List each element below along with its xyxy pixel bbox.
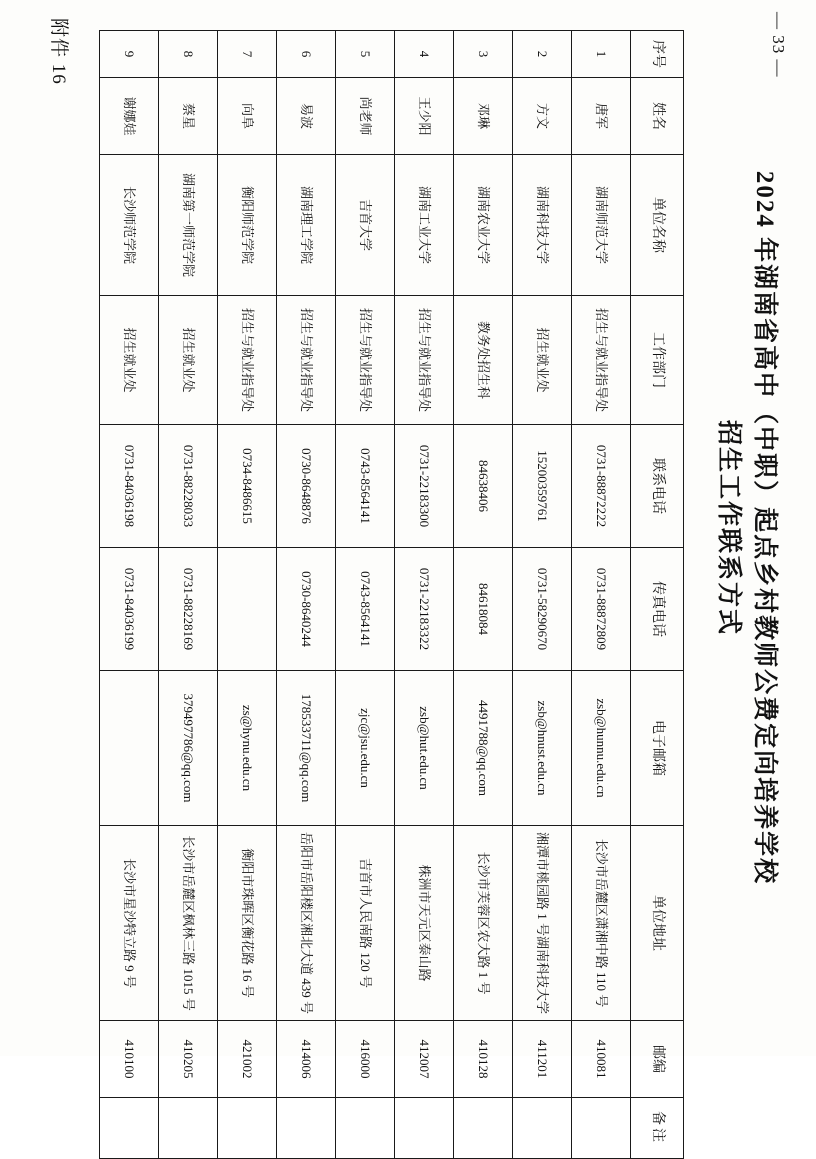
table-row xyxy=(277,31,336,1159)
cell-email: 4491788@qq.com xyxy=(454,671,513,826)
table-row xyxy=(454,31,513,1159)
cell-address: 长沙市岳麓区潇湘中路 110 号 xyxy=(572,826,631,1021)
cell-fax: 0731-88228169 xyxy=(159,548,218,671)
cell-fax: 84618084 xyxy=(454,548,513,671)
cell-tel: 0731-88872222 xyxy=(572,425,631,548)
table-body xyxy=(100,31,631,1159)
table-row xyxy=(572,31,631,1159)
cell-zip: 410205 xyxy=(159,1021,218,1098)
table-row xyxy=(159,31,218,1159)
cell-name: 邓琳 xyxy=(454,78,513,155)
header-zip: 邮编 xyxy=(631,1021,684,1098)
cell-unit: 湖南师范大学 xyxy=(572,155,631,296)
cell-name: 王少阳 xyxy=(395,78,454,155)
cell-seq: 8 xyxy=(159,31,218,78)
page-title-line1: 2024 年湖南省高中（中职）起点乡村教师公费定向培养学校 xyxy=(751,170,778,886)
cell-address: 岳阳市岳阳楼区湘北大道 439 号 xyxy=(277,826,336,1021)
cell-address: 长沙市星沙特立路 9 号 xyxy=(100,826,159,1021)
cell-unit: 湖南农业大学 xyxy=(454,155,513,296)
cell-name: 唐军 xyxy=(572,78,631,155)
cell-note xyxy=(159,1098,218,1159)
cell-dept: 招生就业处 xyxy=(513,296,572,425)
cell-unit: 湖南科技大学 xyxy=(513,155,572,296)
cell-note xyxy=(513,1098,572,1159)
cell-seq: 3 xyxy=(454,31,513,78)
cell-unit: 衡阳师范学院 xyxy=(218,155,277,296)
cell-email: zjc@jsu.edu.cn xyxy=(336,671,395,826)
table-header-row xyxy=(631,31,684,1159)
cell-address: 株洲市天元区泰山路 xyxy=(395,826,454,1021)
cell-tel: 0743-8564141 xyxy=(336,425,395,548)
cell-zip: 421002 xyxy=(218,1021,277,1098)
cell-zip: 412007 xyxy=(395,1021,454,1098)
cell-tel: 0731-84036198 xyxy=(100,425,159,548)
cell-fax: 0731-22183322 xyxy=(395,548,454,671)
table-row xyxy=(513,31,572,1159)
cell-address: 湘潭市桃园路 1 号湖南科技大学 xyxy=(513,826,572,1021)
header-note: 备注 xyxy=(631,1098,684,1159)
cell-dept: 招生就业处 xyxy=(100,296,159,425)
cell-tel: 15200359761 xyxy=(513,425,572,548)
cell-zip: 410100 xyxy=(100,1021,159,1098)
cell-zip: 411201 xyxy=(513,1021,572,1098)
cell-dept: 招生与就业指导处 xyxy=(395,296,454,425)
cell-seq: 2 xyxy=(513,31,572,78)
header-email: 电子邮箱 xyxy=(631,671,684,826)
cell-address: 衡阳市珠晖区衡花路 16 号 xyxy=(218,826,277,1021)
cell-tel: 0731-22183300 xyxy=(395,425,454,548)
cell-unit: 湖南第一师范学院 xyxy=(159,155,218,296)
cell-unit: 长沙师范学院 xyxy=(100,155,159,296)
cell-tel: 0734-8486615 xyxy=(218,425,277,548)
cell-seq: 4 xyxy=(395,31,454,78)
cell-address: 吉首市人民南路 120 号 xyxy=(336,826,395,1021)
cell-unit: 湖南工业大学 xyxy=(395,155,454,296)
cell-fax: 0731-88872809 xyxy=(572,548,631,671)
page-number: — 33 — xyxy=(769,12,788,78)
page-title-line2: 招生工作联系方式 xyxy=(714,419,742,636)
cell-zip: 416000 xyxy=(336,1021,395,1098)
cell-dept: 教务处招生科 xyxy=(454,296,513,425)
cell-name: 方文 xyxy=(513,78,572,155)
cell-dept: 招生与就业指导处 xyxy=(277,296,336,425)
cell-note xyxy=(277,1098,336,1159)
cell-unit: 湖南理工学院 xyxy=(277,155,336,296)
header-fax: 传真电话 xyxy=(631,548,684,671)
header-dept: 工作部门 xyxy=(631,296,684,425)
cell-dept: 招生与就业指导处 xyxy=(336,296,395,425)
cell-name: 向阜 xyxy=(218,78,277,155)
cell-dept: 招生与就业指导处 xyxy=(572,296,631,425)
cell-address: 长沙市芙蓉区农大路 1 号 xyxy=(454,826,513,1021)
table-row xyxy=(218,31,277,1159)
page-title xyxy=(710,0,783,1056)
cell-dept: 招生与就业指导处 xyxy=(218,296,277,425)
cell-seq: 6 xyxy=(277,31,336,78)
cell-tel: 0730-8648876 xyxy=(277,425,336,548)
cell-name: 易波 xyxy=(277,78,336,155)
cell-tel: 84638406 xyxy=(454,425,513,548)
cell-tel: 0731-88228033 xyxy=(159,425,218,548)
cell-note xyxy=(572,1098,631,1159)
cell-note xyxy=(395,1098,454,1159)
cell-name: 尚老师 xyxy=(336,78,395,155)
attachment-label: 附件 16 xyxy=(48,18,69,85)
cell-email: 178533711@qq.com xyxy=(277,671,336,826)
table-row xyxy=(336,31,395,1159)
cell-fax: 0743-8564141 xyxy=(336,548,395,671)
cell-note xyxy=(100,1098,159,1159)
cell-fax: 0730-8640244 xyxy=(277,548,336,671)
cell-seq: 9 xyxy=(100,31,159,78)
cell-zip: 414006 xyxy=(277,1021,336,1098)
header-unit: 单位名称 xyxy=(631,155,684,296)
table-row xyxy=(100,31,159,1159)
cell-email xyxy=(100,671,159,826)
header-tel: 联系电话 xyxy=(631,425,684,548)
cell-email: 379497786@qq.com xyxy=(159,671,218,826)
cell-note xyxy=(336,1098,395,1159)
cell-email: zsb@hnust.edu.cn xyxy=(513,671,572,826)
cell-seq: 7 xyxy=(218,31,277,78)
table-row xyxy=(395,31,454,1159)
cell-email: zsb@hut.edu.cn xyxy=(395,671,454,826)
cell-note xyxy=(218,1098,277,1159)
header-address: 单位地址 xyxy=(631,826,684,1021)
cell-note xyxy=(454,1098,513,1159)
cell-seq: 5 xyxy=(336,31,395,78)
cell-fax: 0731-58290670 xyxy=(513,548,572,671)
cell-email: zsb@hunnu.edu.cn xyxy=(572,671,631,826)
cell-seq: 1 xyxy=(572,31,631,78)
cell-email: zs@hynu.edu.cn xyxy=(218,671,277,826)
header-name: 姓名 xyxy=(631,78,684,155)
cell-zip: 410081 xyxy=(572,1021,631,1098)
cell-fax xyxy=(218,548,277,671)
cell-fax: 0731-84036199 xyxy=(100,548,159,671)
cell-unit: 吉首大学 xyxy=(336,155,395,296)
cell-name: 谢娜娃 xyxy=(100,78,159,155)
cell-address: 长沙市岳麓区枫林三路 1015 号 xyxy=(159,826,218,1021)
cell-dept: 招生就业处 xyxy=(159,296,218,425)
cell-zip: 410128 xyxy=(454,1021,513,1098)
header-seq: 序号 xyxy=(631,31,684,78)
contact-table xyxy=(99,30,684,1159)
cell-name: 蔡星 xyxy=(159,78,218,155)
